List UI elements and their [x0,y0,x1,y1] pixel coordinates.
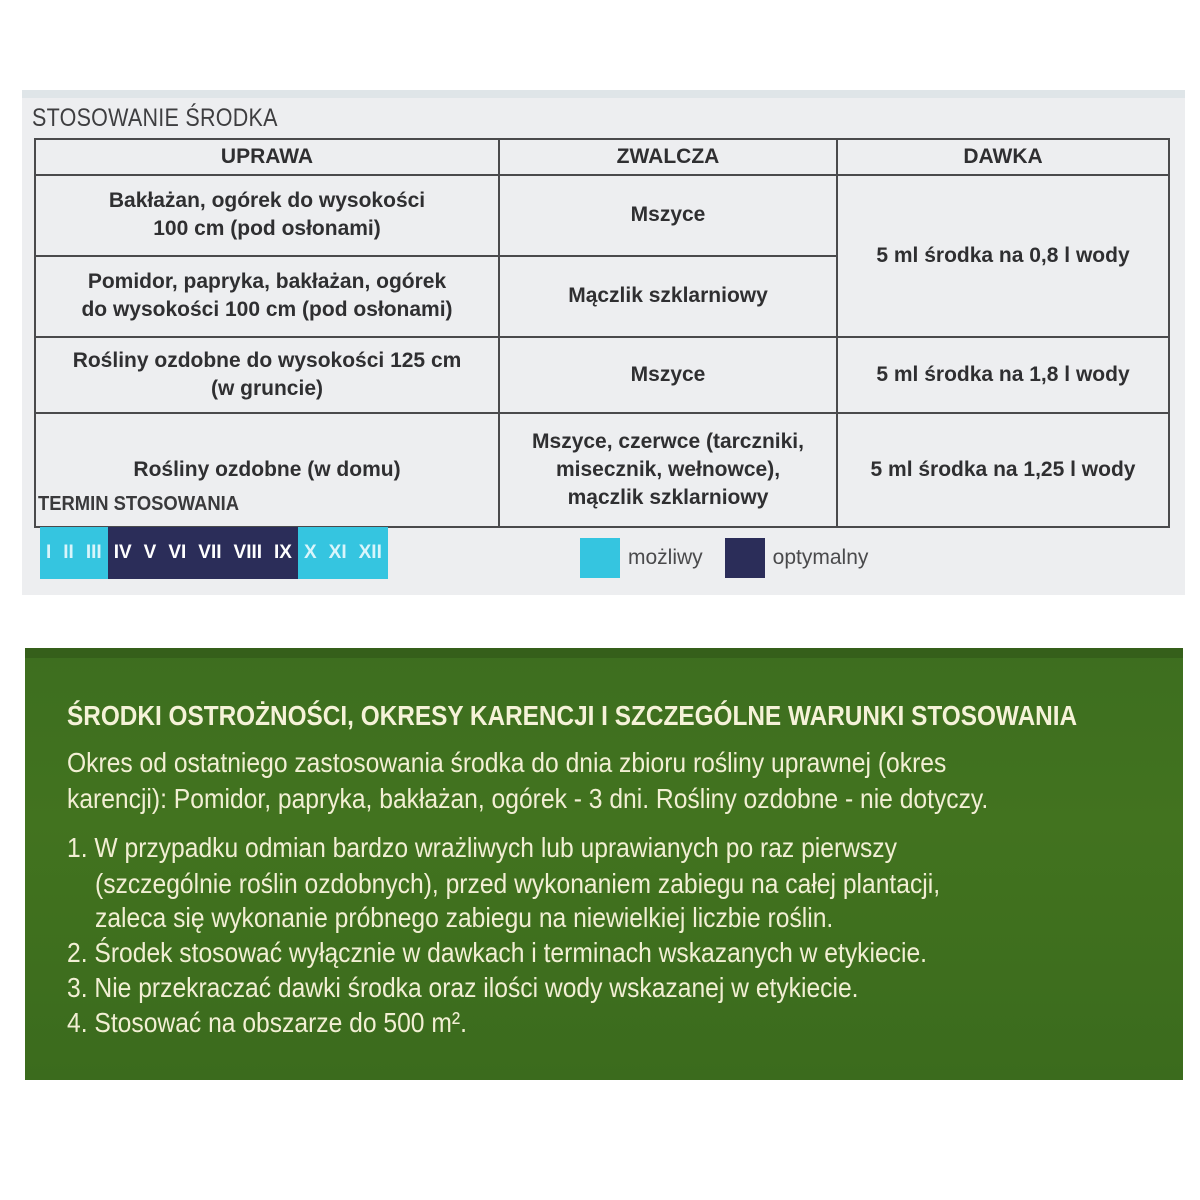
item-1-line: zaleca się wykonanie próbnego zabiegu na niewielkiej liczbie roślin. [95,902,834,933]
cell-line: Mączlik szklarniowy [568,284,768,308]
month-cell [57,527,80,579]
month-cell [353,527,388,579]
cell-zwalcza [499,413,837,527]
month-cell [108,527,138,579]
legend-label-optimal: optymalny [772,546,869,569]
cell-uprawa [35,256,499,337]
legend-swatch-optimal [725,538,765,578]
table-row [35,337,1169,413]
intro-line: karencji): Pomidor, papryka, bakłażan, ogórek - 3 dni. Rośliny ozdobne - nie dotyczy. [67,783,989,814]
item-3-line: 3. Nie przekraczać dawki środka oraz ilości wody wskazanej w etykiecie. [67,972,859,1003]
cell-line: 5 ml środka na 0,8 l wody [876,243,1130,267]
panel-top-edge [25,648,1183,658]
month-label: V [143,542,157,563]
table-row [35,175,1169,256]
month-label: XI [328,542,347,563]
month-cell [192,527,227,579]
item-1-line: 1. W przypadku odmian bardzo wrażliwych lub uprawianych po raz pierwszy [67,832,897,863]
cell-line: 5 ml środka na 1,8 l wody [876,362,1130,386]
cell-line: (w gruncie) [210,376,323,400]
top-strip [22,90,1185,98]
cell-dawka [837,337,1169,413]
month-cell [228,527,269,579]
cell-line: Pomidor, papryka, bakłażan, ogórek [87,270,447,294]
month-cell [80,527,108,579]
item-4-line: 4. Stosować na obszarze do 500 m². [67,1007,467,1038]
month-label: I [46,542,52,563]
cell-line: misecznik, wełnowce), [555,457,781,481]
month-cell [323,527,353,579]
item-2-line: 2. Środek stosować wyłącznie w dawkach i terminach wskazanych w etykiecie. [67,937,928,968]
month-label: IV [113,542,132,563]
header-dawka: DAWKA [837,139,1169,175]
month-label: IX [274,542,292,563]
month-cell [268,527,298,579]
month-cell [162,527,192,579]
month-label: VII [198,542,222,563]
precautions-heading: ŚRODKI OSTROŻNOŚCI, OKRESY KARENCJI I SZCZEGÓLNE WARUNKI STOSOWANIA [67,700,1078,731]
month-cell [298,527,323,579]
header-uprawa: UPRAWA [35,139,499,175]
section-title: STOSOWANIE ŚRODKA [32,104,278,132]
month-bar [40,527,388,579]
month-cell [40,527,57,579]
cell-line: 100 cm (pod osłonami) [153,217,381,241]
month-cell [138,527,163,579]
term-label: TERMIN STOSOWANIA [38,493,240,515]
cell-dawka [837,413,1169,527]
cell-line: mączlik szklarniowy [567,485,769,509]
legend [580,538,890,578]
cell-line: Mszyce, czerwce (tarczniki, [532,429,804,453]
month-label: III [85,542,102,563]
cell-line: Mszyce [630,203,706,227]
intro-line: Okres od ostatniego zastosowania środka do dnia zbioru rośliny uprawnej (okres [67,747,947,778]
legend-swatch-possible [580,538,620,578]
precautions-panel [25,648,1183,1080]
month-label: X [303,542,317,563]
cell-zwalcza [499,337,837,413]
cell-line: Bakłażan, ogórek do wysokości [108,189,426,213]
header-zwalcza: ZWALCZA [499,139,837,175]
cell-zwalcza [499,256,837,337]
item-1-line: (szczególnie roślin ozdobnych), przed wykonaniem zabiegu na całej plantacji, [95,868,941,899]
cell-zwalcza [499,175,837,256]
month-label: VIII [233,542,263,563]
month-label: VI [168,542,187,563]
cell-line: 5 ml środka na 1,25 l wody [870,457,1136,481]
table-header-row [35,139,1169,175]
cell-line: Mszyce [630,362,706,386]
usage-table [34,138,1170,528]
legend-label-possible: możliwy [628,546,703,569]
month-label: XII [358,542,382,563]
month-label: II [63,542,74,563]
cell-uprawa [35,175,499,256]
cell-line: Rośliny ozdobne (w domu) [133,457,401,481]
cell-uprawa [35,337,499,413]
cell-dawka-merged [837,175,1169,337]
usage-panel [22,90,1185,595]
cell-line: do wysokości 100 cm (pod osłonami) [81,298,453,322]
cell-line: Rośliny ozdobne do wysokości 125 cm [72,348,462,372]
